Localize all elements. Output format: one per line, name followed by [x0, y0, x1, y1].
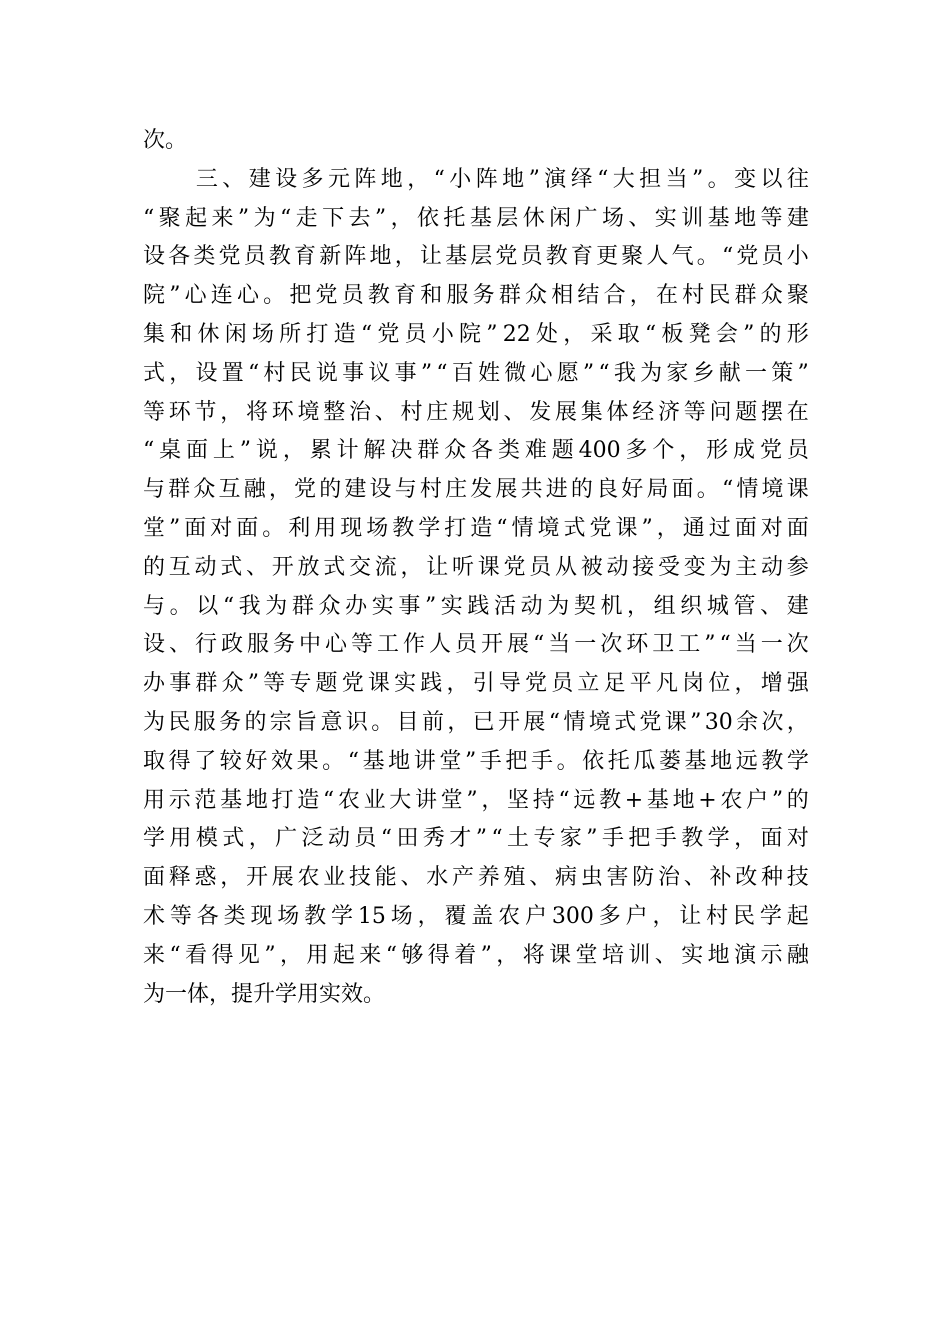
- text-line-15: 办 事 群 众 ” 等 专 题 党 课 实 践 ， 引 导 党 员 立 足 平 凡 岗 位 ， 增 强: [143, 671, 809, 697]
- text-line-13: 与 。 以 “ 我 为 群 众 办 实 事 ” 实 践 活 动 为 契 机 ， 组 织 城 管 、 建: [143, 593, 809, 619]
- document-body: [143, 122, 809, 1014]
- text-line-6: 集 和 休 闲 场 所 打 造 “ 党 员 小 院 ” 22 处 ， 采 取 “ 板 凳 会 ” 的 形: [143, 321, 809, 347]
- text-line-12: 的 互 动 式 、 开 放 式 交 流 ， 让 听 课 党 员 从 被 动 接 受 变 为 主 动 参: [143, 554, 809, 580]
- text-line-20: 面 释 惑 ， 开 展 农 业 技 能 、 水 产 养 殖 、 病 虫 害 防 治 、 补 改 种 技: [143, 865, 809, 891]
- text-line-2: 三 、 建 设 多 元 阵 地 ， “ 小 阵 地 ” 演 绎 “ 大 担 当 ” 。 变 以 往: [195, 166, 809, 192]
- text-line-16: 为 民 服 务 的 宗 旨 意 识 。 目 前 ， 已 开 展 “ 情 境 式 党 课 ” 30 余 次 ，: [143, 709, 809, 735]
- text-line-4: 设 各 类 党 员 教 育 新 阵 地 ， 让 基 层 党 员 教 育 更 聚 人 气 。 “ 党 员 小: [143, 244, 809, 270]
- text-line-10: 与 群 众 互 融 ， 党 的 建 设 与 村 庄 发 展 共 进 的 良 好 局 面 。 “ 情 境 课: [143, 477, 809, 503]
- text-line-23: 为一体，提升学用实效。: [143, 981, 386, 1007]
- text-line-19: 学 用 模 式 ， 广 泛 动 员 “ 田 秀 才 ” “ 土 专 家 ” 手 把 手 教 学 ， 面 对: [143, 826, 809, 852]
- text-line-17: 取 得 了 较 好 效 果 。 “ 基 地 讲 堂 ” 手 把 手 。 依 托 瓜 蒌 基 地 远 教 学: [143, 748, 809, 774]
- text-line-18: 用 示 范 基 地 打 造 “ 农 业 大 讲 堂 ” ， 坚 持 “ 远 教 + 基 地 + 农 户 ” 的: [143, 787, 809, 813]
- text-line-11: 堂 ” 面 对 面 。 利 用 现 场 教 学 打 造 “ 情 境 式 党 课 ” ， 通 过 面 对 面: [143, 515, 809, 541]
- text-line-3: “ 聚 起 来 ” 为 “ 走 下 去 ” ， 依 托 基 层 休 闲 广 场 、 实 训 基 地 等 建: [143, 205, 809, 231]
- text-line-5: 院 ” 心 连 心 。 把 党 员 教 育 和 服 务 群 众 相 结 合 ， 在 村 民 群 众 聚: [143, 283, 809, 309]
- text-line-14: 设 、 行 政 服 务 中 心 等 工 作 人 员 开 展 “ 当 一 次 环 卫 工 ” “ 当 一 次: [143, 632, 809, 658]
- text-line-1: 次。: [143, 128, 188, 153]
- text-line-21: 术 等 各 类 现 场 教 学 15 场 ， 覆 盖 农 户 300 多 户 ， 让 村 民 学 起: [143, 903, 809, 929]
- text-line-7: 式 ， 设 置 “ 村 民 说 事 议 事 ” “ 百 姓 微 心 愿 ” “ 我 为 家 乡 献 一 策 ”: [143, 360, 809, 386]
- text-line-22: 来 “ 看 得 见 ” ， 用 起 来 “ 够 得 着 ” ， 将 课 堂 培 训 、 实 地 演 示 融: [143, 942, 809, 968]
- text-line-8: 等 环 节 ， 将 环 境 整 治 、 村 庄 规 划 、 发 展 集 体 经 济 等 问 题 摆 在: [143, 399, 809, 425]
- text-line-9: “ 桌 面 上 ” 说 ， 累 计 解 决 群 众 各 类 难 题 400 多 个 ， 形 成 党 员: [143, 438, 809, 464]
